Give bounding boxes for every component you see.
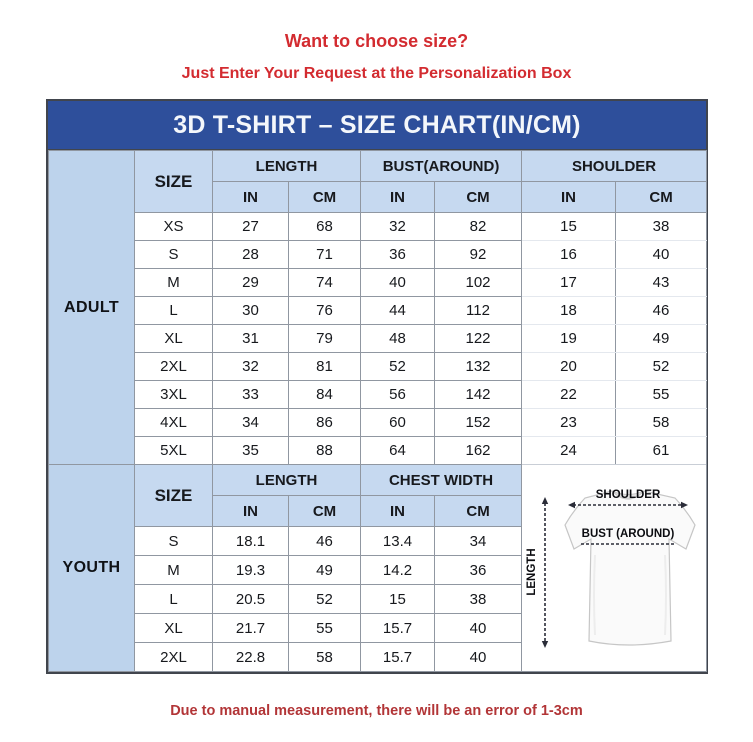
value-cell: 44 bbox=[361, 297, 435, 325]
value-cell: 122 bbox=[435, 325, 522, 353]
size-chart-table bbox=[46, 99, 708, 674]
value-cell: 38 bbox=[435, 585, 522, 614]
value-cell: 35 bbox=[213, 437, 289, 465]
value-cell: 16 bbox=[522, 241, 616, 269]
value-cell: 52 bbox=[361, 353, 435, 381]
table-row bbox=[49, 269, 707, 297]
value-cell: 74 bbox=[289, 269, 361, 297]
size-label-cell: XL bbox=[135, 325, 213, 353]
adult-length-cm-header: CM bbox=[289, 182, 361, 213]
value-cell: 84 bbox=[289, 381, 361, 409]
value-cell: 13.4 bbox=[361, 527, 435, 556]
value-cell: 52 bbox=[616, 353, 707, 381]
value-cell: 60 bbox=[361, 409, 435, 437]
youth-length-in-header: IN bbox=[213, 496, 289, 527]
size-label-cell: 5XL bbox=[135, 437, 213, 465]
size-label-cell: XS bbox=[135, 213, 213, 241]
size-label-cell: XL bbox=[135, 614, 213, 643]
adult-bust-in-header: IN bbox=[361, 182, 435, 213]
adult-shoulder-in-header: IN bbox=[522, 182, 616, 213]
value-cell: 14.2 bbox=[361, 556, 435, 585]
size-label-cell: 2XL bbox=[135, 643, 213, 672]
size-label-cell: 4XL bbox=[135, 409, 213, 437]
length-arrow-bottom bbox=[541, 641, 547, 648]
value-cell: 22.8 bbox=[213, 643, 289, 672]
youth-group-label: YOUTH bbox=[49, 465, 135, 672]
value-cell: 162 bbox=[435, 437, 522, 465]
value-cell: 68 bbox=[289, 213, 361, 241]
value-cell: 49 bbox=[616, 325, 707, 353]
value-cell: 43 bbox=[616, 269, 707, 297]
value-cell: 92 bbox=[435, 241, 522, 269]
value-cell: 22 bbox=[522, 381, 616, 409]
value-cell: 32 bbox=[213, 353, 289, 381]
table-row bbox=[49, 381, 707, 409]
value-cell: 55 bbox=[289, 614, 361, 643]
size-label-cell: 3XL bbox=[135, 381, 213, 409]
value-cell: 21.7 bbox=[213, 614, 289, 643]
chart-title: 3D T-SHIRT – SIZE CHART(IN/CM) bbox=[48, 101, 706, 150]
value-cell: 27 bbox=[213, 213, 289, 241]
promo-line-2: Just Enter Your Request at the Personalization Box bbox=[181, 65, 572, 82]
size-label-cell: S bbox=[135, 527, 213, 556]
value-cell: 18.1 bbox=[213, 527, 289, 556]
table-row bbox=[49, 437, 707, 465]
adult-bust-cm-header: CM bbox=[435, 182, 522, 213]
shoulder-measure-label: SHOULDER bbox=[595, 489, 660, 501]
youth-chest-in-header: IN bbox=[361, 496, 435, 527]
value-cell: 15 bbox=[522, 213, 616, 241]
value-cell: 61 bbox=[616, 437, 707, 465]
value-cell: 112 bbox=[435, 297, 522, 325]
value-cell: 132 bbox=[435, 353, 522, 381]
value-cell: 15.7 bbox=[361, 614, 435, 643]
adult-size-table bbox=[48, 150, 707, 465]
value-cell: 40 bbox=[435, 643, 522, 672]
size-label-cell: 2XL bbox=[135, 353, 213, 381]
value-cell: 81 bbox=[289, 353, 361, 381]
value-cell: 152 bbox=[435, 409, 522, 437]
youth-size-header: SIZE bbox=[135, 465, 213, 527]
value-cell: 46 bbox=[289, 527, 361, 556]
value-cell: 19.3 bbox=[213, 556, 289, 585]
size-label-cell: S bbox=[135, 241, 213, 269]
table-row bbox=[49, 409, 707, 437]
value-cell: 88 bbox=[289, 437, 361, 465]
youth-header-row-1 bbox=[49, 465, 707, 496]
adult-size-header: SIZE bbox=[135, 151, 213, 213]
value-cell: 15.7 bbox=[361, 643, 435, 672]
value-cell: 20 bbox=[522, 353, 616, 381]
value-cell: 34 bbox=[435, 527, 522, 556]
table-row bbox=[49, 241, 707, 269]
table-row bbox=[49, 353, 707, 381]
tshirt-fold-left bbox=[594, 555, 595, 635]
value-cell: 48 bbox=[361, 325, 435, 353]
value-cell: 82 bbox=[435, 213, 522, 241]
size-label-cell: M bbox=[135, 269, 213, 297]
value-cell: 58 bbox=[616, 409, 707, 437]
value-cell: 56 bbox=[361, 381, 435, 409]
adult-shoulder-cm-header: CM bbox=[616, 182, 707, 213]
table-row bbox=[49, 213, 707, 241]
value-cell: 64 bbox=[361, 437, 435, 465]
value-cell: 17 bbox=[522, 269, 616, 297]
value-cell: 38 bbox=[616, 213, 707, 241]
value-cell: 31 bbox=[213, 325, 289, 353]
length-arrow-top bbox=[541, 497, 547, 504]
adult-group-label: ADULT bbox=[49, 151, 135, 465]
value-cell: 58 bbox=[289, 643, 361, 672]
shoulder-arrow-right bbox=[681, 502, 688, 508]
promo-line-1: Want to choose size? bbox=[284, 31, 469, 51]
size-label-cell: L bbox=[135, 585, 213, 614]
tshirt-shape bbox=[565, 491, 695, 645]
value-cell: 52 bbox=[289, 585, 361, 614]
value-cell: 15 bbox=[361, 585, 435, 614]
value-cell: 40 bbox=[361, 269, 435, 297]
youth-length-header: LENGTH bbox=[213, 465, 361, 496]
adult-shoulder-header: SHOULDER bbox=[522, 151, 707, 182]
value-cell: 40 bbox=[435, 614, 522, 643]
youth-length-cm-header: CM bbox=[289, 496, 361, 527]
youth-chest-cm-header: CM bbox=[435, 496, 522, 527]
shoulder-arrow-left bbox=[568, 502, 575, 508]
value-cell: 24 bbox=[522, 437, 616, 465]
value-cell: 34 bbox=[213, 409, 289, 437]
value-cell: 18 bbox=[522, 297, 616, 325]
length-measure-label: LENGTH bbox=[525, 548, 538, 596]
value-cell: 19 bbox=[522, 325, 616, 353]
value-cell: 32 bbox=[361, 213, 435, 241]
value-cell: 20.5 bbox=[213, 585, 289, 614]
measurement-disclaimer: Due to manual measurement, there will be an error of 1-3cm bbox=[170, 703, 583, 719]
bust-measure-label: BUST (AROUND) bbox=[581, 528, 674, 540]
youth-size-table bbox=[48, 464, 707, 672]
value-cell: 142 bbox=[435, 381, 522, 409]
value-cell: 49 bbox=[289, 556, 361, 585]
value-cell: 102 bbox=[435, 269, 522, 297]
value-cell: 55 bbox=[616, 381, 707, 409]
value-cell: 46 bbox=[616, 297, 707, 325]
value-cell: 76 bbox=[289, 297, 361, 325]
adult-length-in-header: IN bbox=[213, 182, 289, 213]
tshirt-diagram-svg bbox=[523, 465, 706, 666]
size-label-cell: M bbox=[135, 556, 213, 585]
value-cell: 36 bbox=[361, 241, 435, 269]
adult-length-header: LENGTH bbox=[213, 151, 361, 182]
tshirt-measurement-diagram bbox=[522, 465, 707, 672]
adult-bust-header: BUST(AROUND) bbox=[361, 151, 522, 182]
tshirt-fold-right bbox=[665, 555, 666, 635]
value-cell: 30 bbox=[213, 297, 289, 325]
value-cell: 29 bbox=[213, 269, 289, 297]
value-cell: 86 bbox=[289, 409, 361, 437]
adult-header-row-1 bbox=[49, 151, 707, 182]
value-cell: 36 bbox=[435, 556, 522, 585]
size-label-cell: L bbox=[135, 297, 213, 325]
value-cell: 23 bbox=[522, 409, 616, 437]
value-cell: 28 bbox=[213, 241, 289, 269]
value-cell: 71 bbox=[289, 241, 361, 269]
table-row bbox=[49, 297, 707, 325]
table-row bbox=[49, 325, 707, 353]
value-cell: 79 bbox=[289, 325, 361, 353]
youth-chest-width-header: CHEST WIDTH bbox=[361, 465, 522, 496]
value-cell: 33 bbox=[213, 381, 289, 409]
value-cell: 40 bbox=[616, 241, 707, 269]
